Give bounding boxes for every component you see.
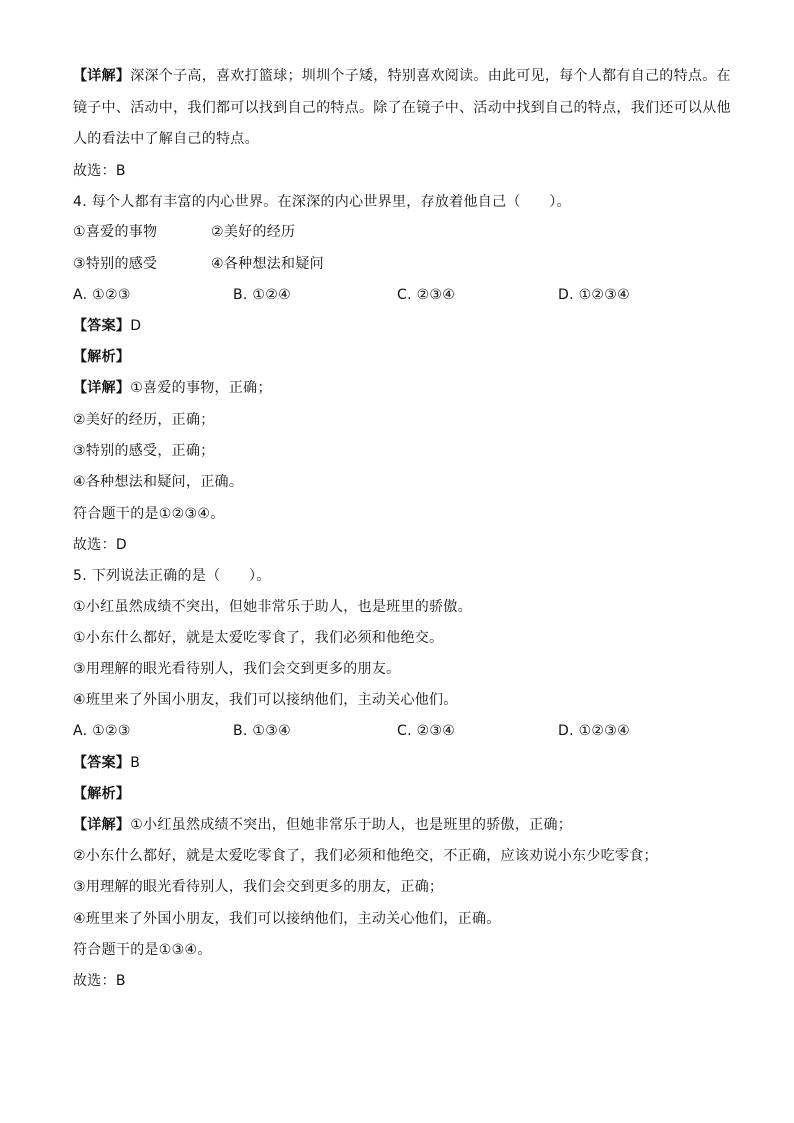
q4-conclusion: 符合题干的是①②③④。: [73, 506, 225, 522]
q3-detail-line-2: 镜子中、活动中，我们都可以找到自己的特点。除了在镜子中、活动中找到自己的特点，我们还可以从他: [73, 100, 731, 116]
q5-detail-2: ②小东什么都好，就是太爱吃零食了，我们必须和他绝交，不正确，应该劝说小东少吃零食；: [73, 848, 658, 864]
q5-detail-3: ③用理解的眼光看待别人，我们会交到更多的朋友，正确；: [73, 879, 444, 895]
detail-tag: 【详解】: [73, 380, 131, 396]
detail-tag: 【详解】: [73, 68, 131, 84]
q4-detail-3: ③特别的感受，正确；: [73, 443, 215, 459]
q4-option-d: D. ①②③④: [558, 287, 630, 303]
q5-detail-1: 【详解】①小红虽然成绩不突出，但她非常乐于助人，也是班里的骄傲，正确；: [73, 817, 573, 833]
q4-analysis-heading: 【解析】: [73, 349, 131, 365]
q5-option-b: B. ①③④: [233, 723, 291, 739]
q5-item-4: ④班里来了外国小朋友，我们可以接纳他们，主动关心他们。: [73, 692, 458, 708]
q5-option-a: A. ①②③: [73, 723, 131, 739]
q5-item-2: ①小东什么都好，就是太爱吃零食了，我们必须和他绝交。: [73, 630, 444, 646]
q4-item-3: ③特别的感受: [73, 256, 158, 272]
q5-analysis-heading: 【解析】: [73, 786, 131, 802]
q5-option-d: D. ①②③④: [558, 723, 630, 739]
q4-detail-1: 【详解】①喜爱的事物，正确；: [73, 380, 272, 396]
q4-option-c: C. ②③④: [397, 287, 456, 303]
q4-select: 故选：D: [73, 537, 127, 553]
q4-item-2: ②美好的经历: [211, 224, 296, 240]
answer-tag: 【答案】: [73, 755, 131, 771]
q4-option-a: A. ①②③: [73, 287, 131, 303]
q5-detail-4: ④班里来了外国小朋友，我们可以接纳他们，主动关心他们，正确。: [73, 911, 501, 927]
q3-detail-line-3: 人的看法中了解自己的特点。: [73, 131, 259, 147]
q4-item-4: ④各种想法和疑问: [211, 256, 324, 272]
q4-answer: 【答案】D: [73, 318, 142, 334]
answer-tag: 【答案】: [73, 318, 131, 334]
q5-stem: 5. 下列说法正确的是（ ）。: [73, 568, 271, 584]
q5-select: 故选：B: [73, 973, 126, 989]
q5-item-1: ①小红虽然成绩不突出，但她非常乐于助人，也是班里的骄傲。: [73, 599, 472, 615]
detail-tag: 【详解】: [73, 817, 131, 833]
q3-select: 故选：B: [73, 163, 126, 179]
q5-answer: 【答案】B: [73, 755, 141, 771]
q4-stem: 4. 每个人都有丰富的内心世界。在深深的内心世界里，存放着他自己（ ）。: [73, 194, 571, 210]
q5-conclusion: 符合题干的是①③④。: [73, 942, 212, 958]
q4-item-1: ①喜爱的事物: [73, 224, 158, 240]
q5-item-3: ③用理解的眼光看待别人，我们会交到更多的朋友。: [73, 661, 401, 677]
q5-option-c: C. ②③④: [397, 723, 456, 739]
q4-option-b: B. ①②④: [233, 287, 291, 303]
q4-detail-4: ④各种想法和疑问，正确。: [73, 474, 244, 490]
q3-detail-line-1: 【详解】深深个子高，喜欢打篮球；圳圳个子矮，特别喜欢阅读。由此可见，每个人都有自己的特点。在: [73, 68, 731, 84]
q4-detail-2: ②美好的经历，正确；: [73, 412, 215, 428]
